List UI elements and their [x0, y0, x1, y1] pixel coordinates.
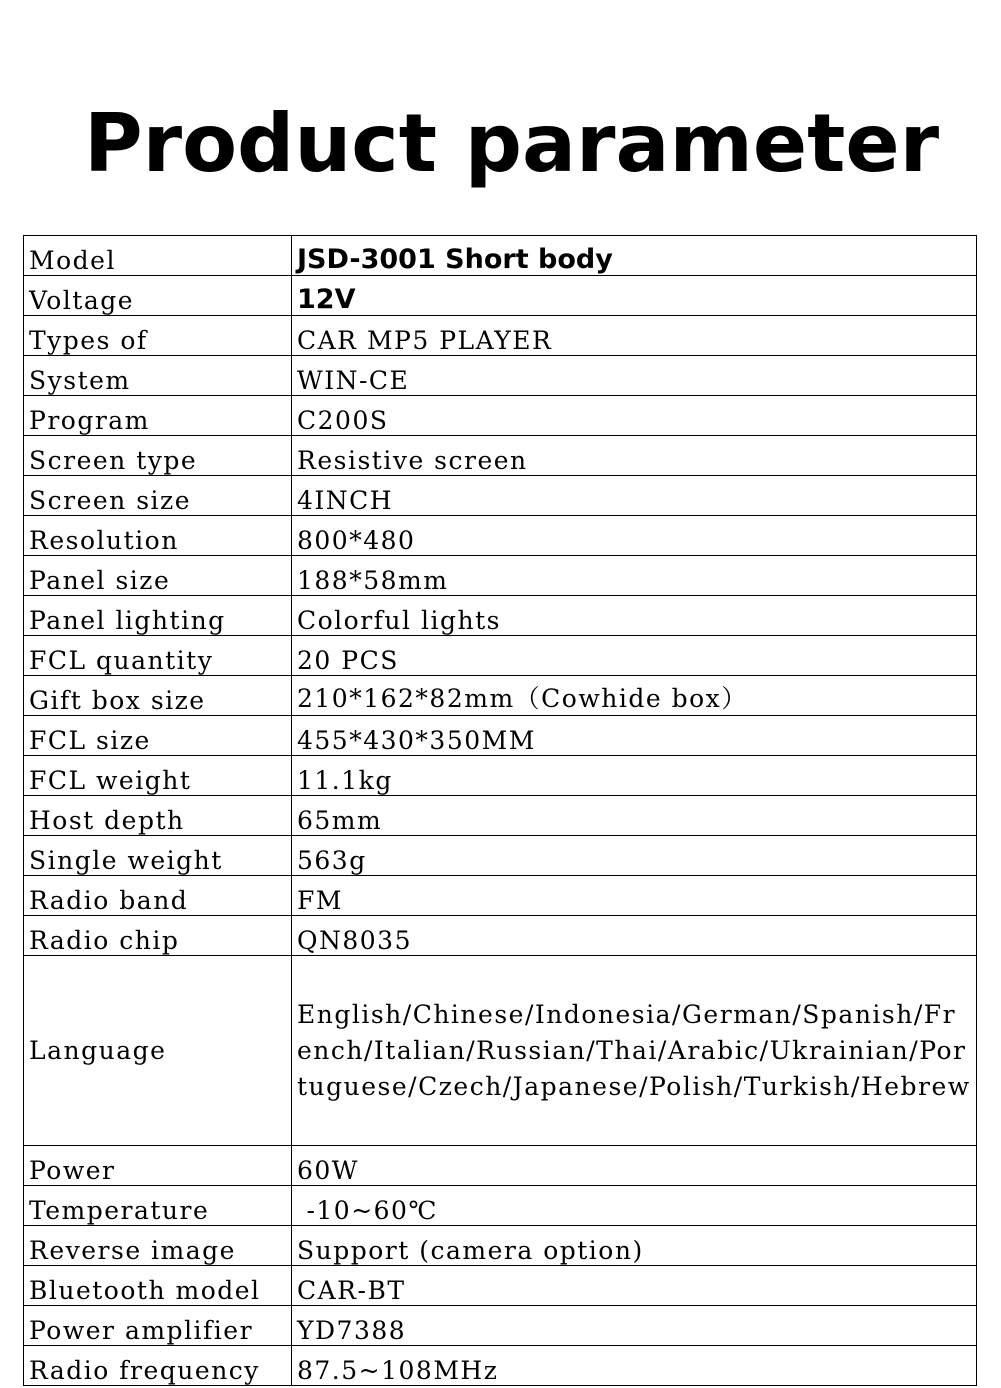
row-label: Panel size: [24, 556, 292, 596]
row-label: Resolution: [24, 516, 292, 556]
row-value: 65mm: [292, 796, 977, 836]
table-row: [24, 1346, 977, 1386]
row-label: Types of: [24, 316, 292, 356]
table-row: [24, 1146, 977, 1186]
table-row: [24, 876, 977, 916]
row-label: Radio band: [24, 876, 292, 916]
table-row: [24, 1306, 977, 1346]
table-row: [24, 1186, 977, 1226]
row-value: 60W: [292, 1146, 977, 1186]
table-row: [24, 396, 977, 436]
table-row: [24, 836, 977, 876]
table-row: [24, 236, 977, 276]
table-row: [24, 476, 977, 516]
row-label: Screen type: [24, 436, 292, 476]
row-value: WIN-CE: [292, 356, 977, 396]
row-label: Reverse image: [24, 1226, 292, 1266]
row-label: Bluetooth model: [24, 1266, 292, 1306]
row-label: Host depth: [24, 796, 292, 836]
row-label: System: [24, 356, 292, 396]
row-value: 800*480: [292, 516, 977, 556]
table-row: [24, 676, 977, 716]
table-row: [24, 316, 977, 356]
row-value: 455*430*350MM: [292, 716, 977, 756]
row-value: 11.1kg: [292, 756, 977, 796]
row-label: Language: [24, 956, 292, 1146]
row-value: 210*162*82mm（Cowhide box）: [292, 676, 977, 716]
row-value: 4INCH: [292, 476, 977, 516]
row-label: FCL size: [24, 716, 292, 756]
product-parameter-table: [23, 235, 977, 1386]
table-row: [24, 436, 977, 476]
row-label: Gift box size: [24, 676, 292, 716]
table-row: [24, 756, 977, 796]
table-row: [24, 356, 977, 396]
table-row: [24, 716, 977, 756]
row-label: Radio frequency: [24, 1346, 292, 1386]
table-row: [24, 276, 977, 316]
row-value: YD7388: [292, 1306, 977, 1346]
row-value: JSD-3001 Short body: [292, 236, 977, 276]
row-value: QN8035: [292, 916, 977, 956]
row-value: CAR-BT: [292, 1266, 977, 1306]
row-value: Colorful lights: [292, 596, 977, 636]
table-row: [24, 556, 977, 596]
row-label: Radio chip: [24, 916, 292, 956]
row-label: Power: [24, 1146, 292, 1186]
row-label: FCL quantity: [24, 636, 292, 676]
row-label: Model: [24, 236, 292, 276]
row-value: FM: [292, 876, 977, 916]
row-label: Single weight: [24, 836, 292, 876]
row-value: 87.5~108MHz: [292, 1346, 977, 1386]
table-row: [24, 796, 977, 836]
row-value: CAR MP5 PLAYER: [292, 316, 977, 356]
row-value: C200S: [292, 396, 977, 436]
row-label: Panel lighting: [24, 596, 292, 636]
table-row: [24, 1226, 977, 1266]
row-value: 563g: [292, 836, 977, 876]
row-label: Screen size: [24, 476, 292, 516]
row-value: 20 PCS: [292, 636, 977, 676]
table-row: [24, 1266, 977, 1306]
table-row: [24, 596, 977, 636]
row-value: 12V: [292, 276, 977, 316]
row-value: 188*58mm: [292, 556, 977, 596]
row-label: Power amplifier: [24, 1306, 292, 1346]
row-label: Temperature: [24, 1186, 292, 1226]
row-value: Resistive screen: [292, 436, 977, 476]
row-label: Program: [24, 396, 292, 436]
row-label: FCL weight: [24, 756, 292, 796]
page-title: Product parameter: [84, 97, 940, 190]
row-value: English/Chinese/Indonesia/German/Spanish/French/Italian/Russian/Thai/Arabic/Ukrainian/Portuguese/Czech/Japanese/Polish/Turkish/Hebrew: [292, 956, 977, 1146]
table-row: [24, 956, 977, 1146]
row-value: Support (camera option): [292, 1226, 977, 1266]
row-label: Voltage: [24, 276, 292, 316]
table-row: [24, 516, 977, 556]
row-value: -10~60℃: [292, 1186, 977, 1226]
table-row: [24, 636, 977, 676]
table-row: [24, 916, 977, 956]
